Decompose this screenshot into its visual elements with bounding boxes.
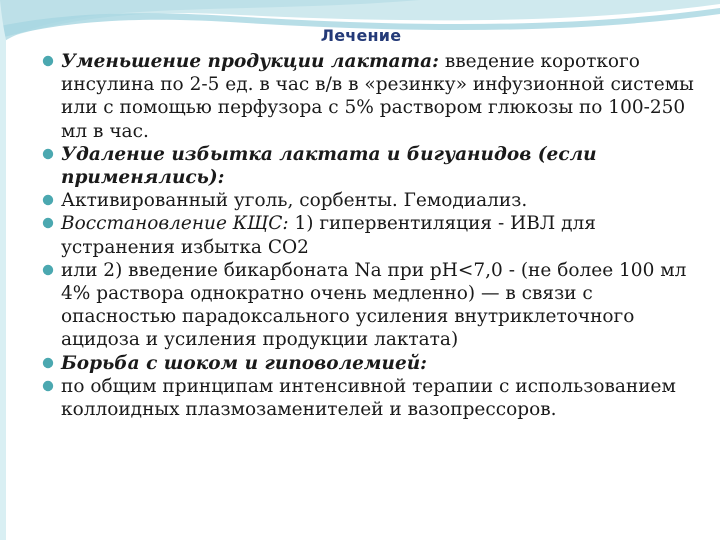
circle-bullet-icon	[42, 55, 54, 67]
list-item	[40, 143, 712, 189]
item-heading: Борьба с шоком и гиповолемией:	[61, 352, 428, 374]
treatment-list	[40, 50, 712, 421]
list-item	[40, 212, 712, 258]
item-text: введение короткого инсулина по 2-5 ед. в час в/в в «резинку» инфузионной системы или с помощью перфузора с 5% раствором глюкозы по 100-250 мл в час.	[61, 51, 694, 142]
item-text: 1) гипервентиляция - ИВЛ для устранения избытка CO2	[61, 213, 596, 258]
item-heading: Восстановление КЩС:	[61, 213, 289, 235]
circle-bullet-icon	[42, 148, 54, 160]
list-item	[40, 259, 712, 352]
circle-bullet-icon	[42, 380, 54, 392]
list-item	[40, 352, 712, 375]
circle-bullet-icon	[42, 357, 54, 369]
item-text: или 2) введение бикарбоната Na при pH<7,0 - (не более 100 мл 4% раствора однократно очень медленно) — в связи с опасностью парадоксального усиления внутриклеточного ацидоза и усиления продукции лактата)	[61, 259, 687, 351]
circle-bullet-icon	[42, 264, 54, 276]
item-heading: Удаление избытка лактата и бигуанидов (если применялись):	[61, 143, 597, 189]
item-text: Активированный уголь, сорбенты. Гемодиализ.	[61, 190, 528, 212]
slide-title: Лечение	[320, 26, 402, 45]
circle-bullet-icon	[42, 217, 54, 229]
item-text: по общим принципам интенсивной терапии с использованием коллоидных плазмозаменителей и вазопрессоров.	[61, 375, 676, 421]
circle-bullet-icon	[42, 194, 54, 206]
list-item	[40, 189, 712, 212]
list-item	[40, 50, 712, 143]
list-item	[40, 375, 712, 421]
item-heading: Уменьшение продукции лактата:	[61, 51, 439, 72]
